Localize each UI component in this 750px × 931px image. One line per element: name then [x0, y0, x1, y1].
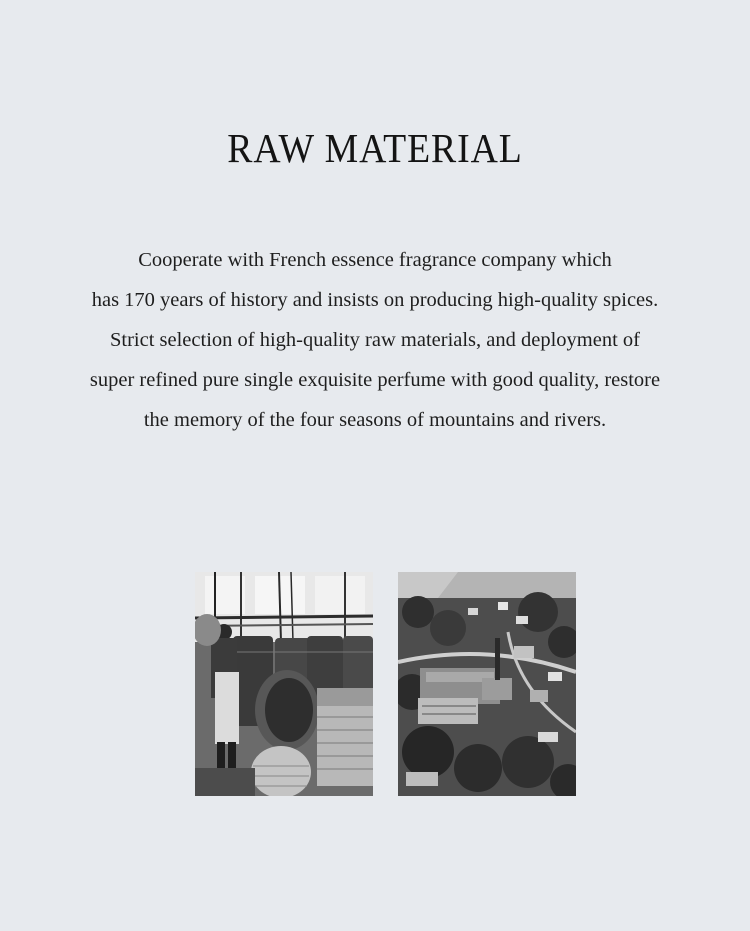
description-line: the memory of the four seasons of mountains and rivers.: [143, 409, 607, 431]
description-line: has 170 years of history and insists on producing high-quality spices.: [91, 289, 659, 311]
description-line: Strict selection of high-quality raw materials, and deployment of: [109, 329, 640, 351]
factory-worker-photo: [195, 572, 373, 796]
aerial-factory-photo: [398, 572, 576, 796]
description-paragraph: [20, 240, 730, 440]
description-line: super refined pure single exquisite perfume with good quality, restore: [89, 369, 661, 391]
description-line: Cooperate with French essence fragrance company which: [138, 249, 612, 271]
section-title: RAW MATERIAL: [227, 125, 523, 172]
